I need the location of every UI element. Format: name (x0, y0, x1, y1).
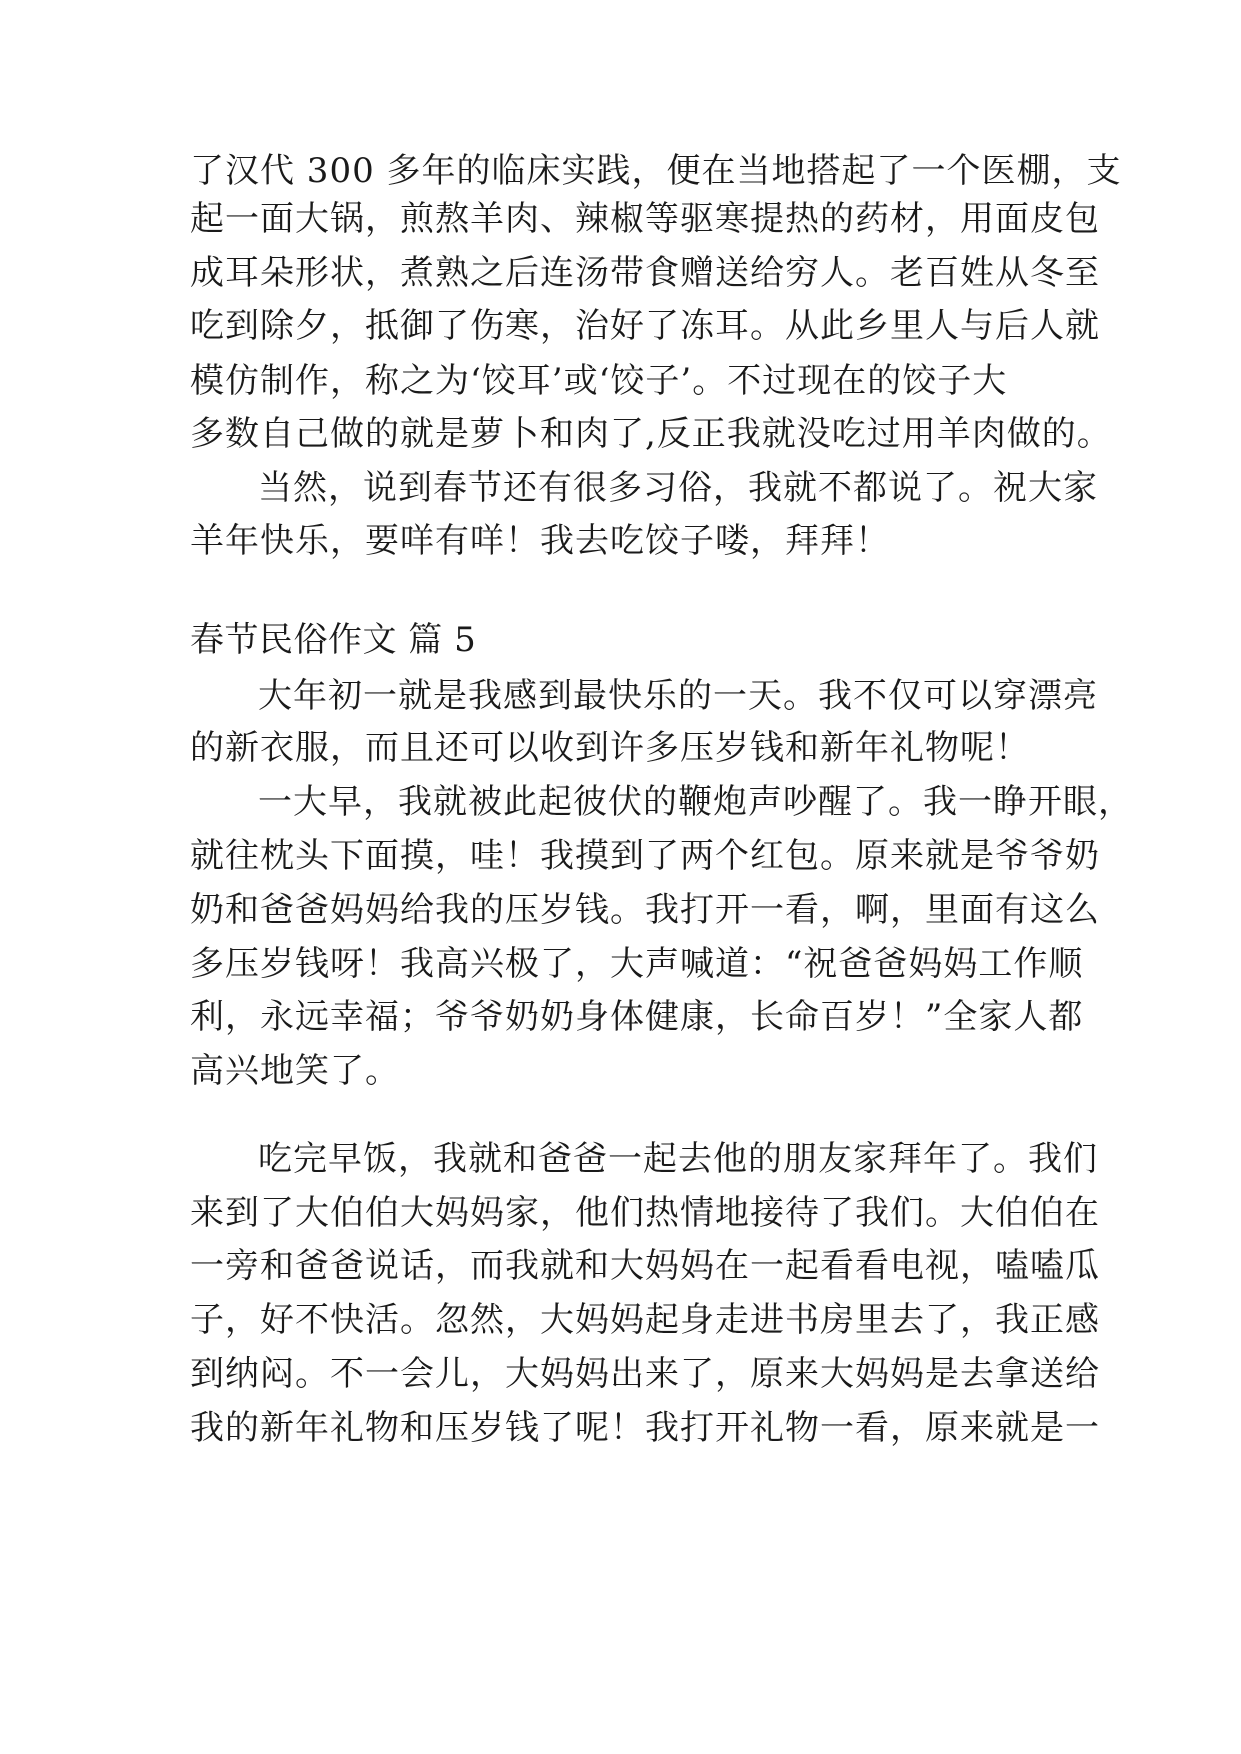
text-line: 模仿制作，称之为‘饺耳’或‘饺子’。不过现在的饺子大 (190, 361, 1008, 401)
text-line: 多数自己做的就是萝卜和肉了,反正我就没吃过用羊肉做的。 (190, 414, 1112, 454)
text-line: 我的新年礼物和压岁钱了呢！我打开礼物一看，原来就是一 (190, 1408, 1100, 1448)
text-line: 奶和爸爸妈妈给我的压岁钱。我打开一看，啊，里面有这么 (190, 890, 1100, 930)
text-line: 了汉代 300 多年的临床实践，便在当地搭起了一个医棚，支 (190, 151, 1122, 191)
section-heading: 春节民俗作文 篇 5 (190, 620, 477, 660)
text-line: 吃完早饭，我就和爸爸一起去他的朋友家拜年了。我们 (258, 1139, 1098, 1179)
text-line: 一旁和爸爸说话，而我就和大妈妈在一起看看电视，嗑嗑瓜 (190, 1246, 1100, 1286)
text-line: 吃到除夕，抵御了伤寒，治好了冻耳。从此乡里人与后人就 (190, 306, 1100, 346)
text-line: 子，好不快活。忽然，大妈妈起身走进书房里去了，我正感 (190, 1300, 1100, 1340)
text-line: 多压岁钱呀！我高兴极了，大声喊道：“祝爸爸妈妈工作顺 (190, 944, 1084, 984)
text-line: 成耳朵形状，煮熟之后连汤带食赠送给穷人。老百姓从冬至 (190, 253, 1100, 293)
text-line: 大年初一就是我感到最快乐的一天。我不仅可以穿漂亮 (258, 676, 1098, 716)
text-line: 到纳闷。不一会儿，大妈妈出来了，原来大妈妈是去拿送给 (190, 1354, 1100, 1394)
text-line: 当然，说到春节还有很多习俗，我就不都说了。祝大家 (258, 468, 1098, 508)
text-line: 一大早，我就被此起彼伏的鞭炮声吵醒了。我一睁开眼， (258, 782, 1133, 822)
text-line: 来到了大伯伯大妈妈家，他们热情地接待了我们。大伯伯在 (190, 1193, 1100, 1233)
text-line: 利，永远幸福；爷爷奶奶身体健康，长命百岁！”全家人都 (190, 997, 1084, 1037)
text-line: 的新衣服，而且还可以收到许多压岁钱和新年礼物呢！ (190, 728, 1030, 768)
text-line: 高兴地笑了。 (190, 1051, 400, 1091)
text-line: 起一面大锅，煎熬羊肉、辣椒等驱寒提热的药材，用面皮包 (190, 199, 1100, 239)
text-line: 就往枕头下面摸，哇！我摸到了两个红包。原来就是爷爷奶 (190, 836, 1100, 876)
text-line: 羊年快乐，要咩有咩！我去吃饺子喽，拜拜！ (190, 521, 890, 561)
